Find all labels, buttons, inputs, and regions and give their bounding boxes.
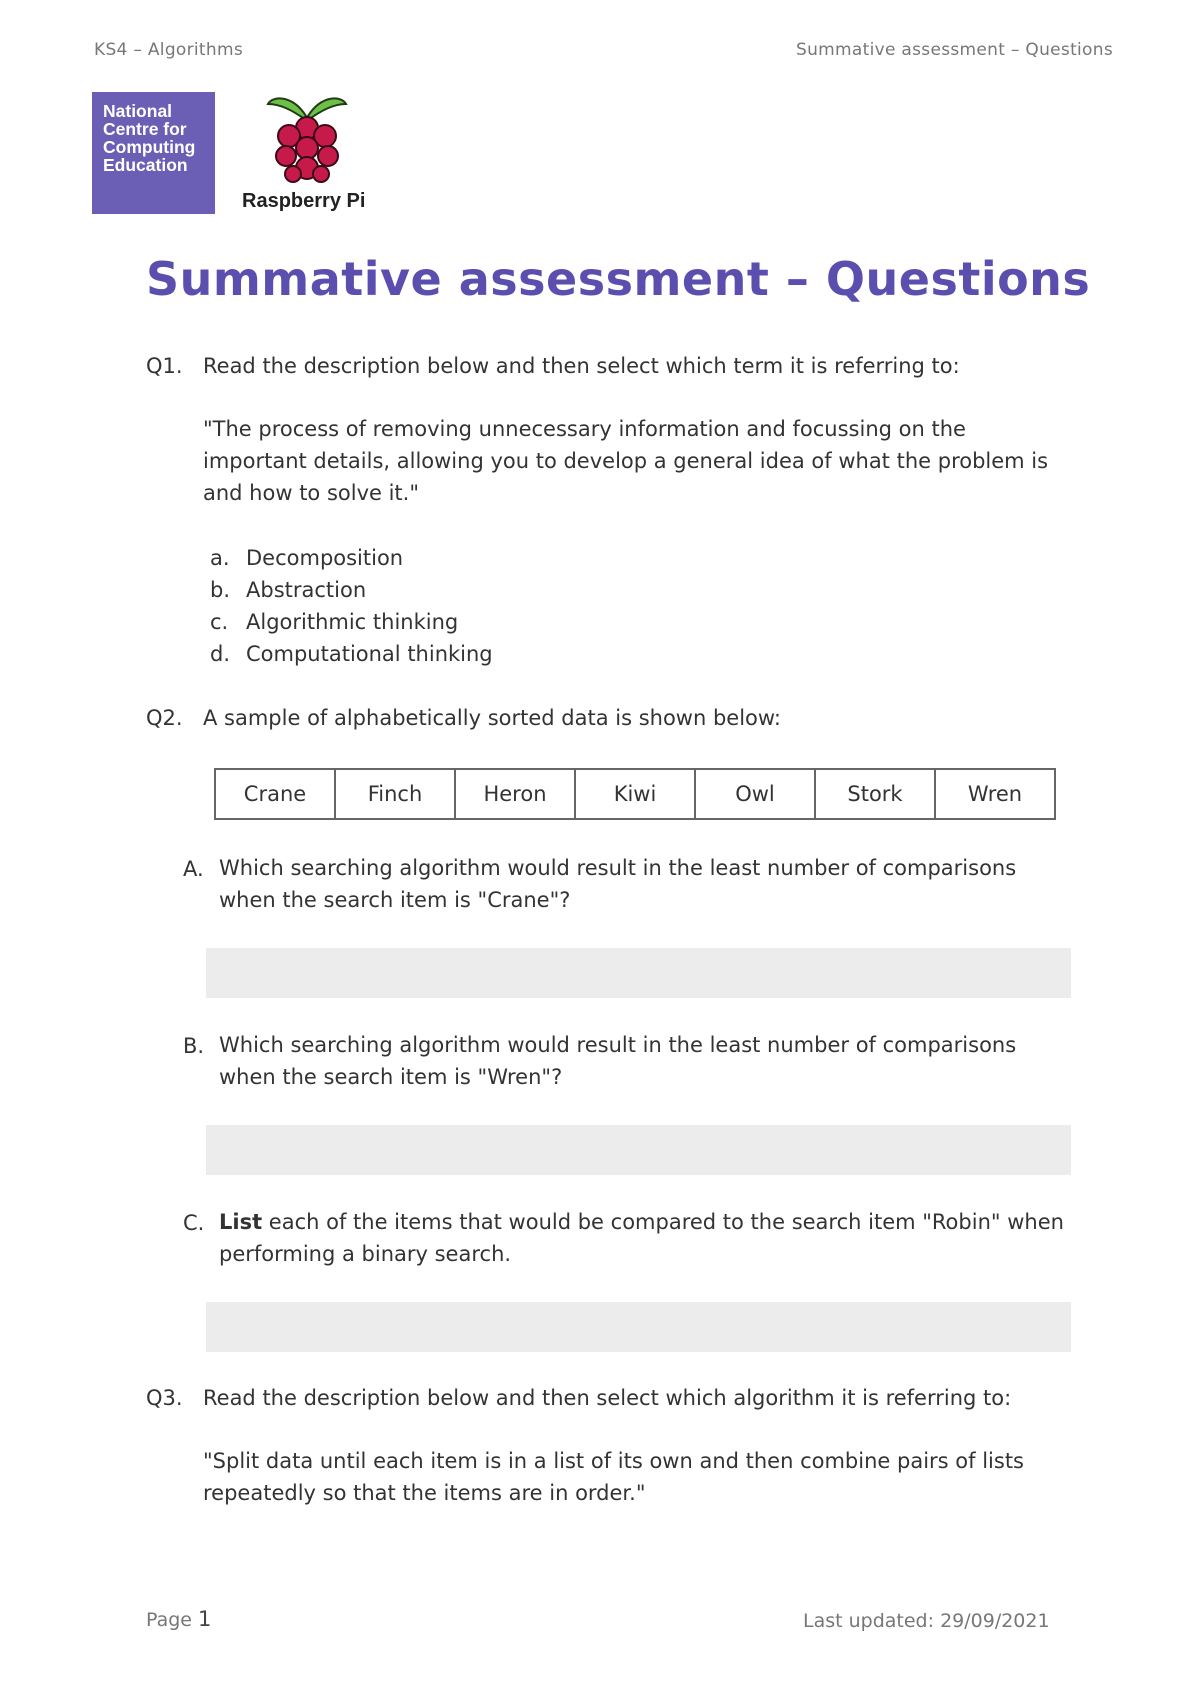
- q1-option-d[interactable]: [210, 638, 493, 670]
- ncce-logo: [92, 92, 215, 214]
- ncce-logo-line: National: [103, 101, 173, 121]
- page-number: 1: [198, 1607, 212, 1631]
- last-updated: Last updated: 29/09/2021: [803, 1610, 1050, 1632]
- option-letter: a.: [210, 546, 230, 570]
- table-cell: Stork: [815, 769, 935, 819]
- q2b-letter: B.: [183, 1034, 205, 1058]
- header-left: KS4 – Algorithms: [94, 40, 243, 60]
- q1-option-a[interactable]: [210, 542, 403, 574]
- q2c-rest: each of the items that would be compared to the search item "Robin" when performing a binary search.: [219, 1210, 1064, 1266]
- page-label: Page: [146, 1609, 192, 1631]
- q2a-letter: A.: [183, 857, 204, 881]
- q1-option-b[interactable]: [210, 574, 366, 606]
- ncce-logo-line: Centre for: [103, 119, 187, 139]
- sorted-data-table: [214, 768, 1056, 820]
- q1-prompt: Read the description below and then select which term it is referring to:: [203, 354, 960, 378]
- q2a-text: Which searching algorithm would result in the least number of comparisons when the search item is "Crane"?: [219, 856, 1017, 912]
- q1-number: Q1.: [146, 354, 183, 378]
- q2a-answer-box[interactable]: [206, 948, 1071, 998]
- header-right: Summative assessment – Questions: [796, 40, 1113, 60]
- option-text: Abstraction: [246, 578, 367, 602]
- option-letter: b.: [210, 578, 231, 602]
- q2c-text: [219, 1206, 1069, 1270]
- q1-option-c[interactable]: [210, 606, 458, 638]
- q2b-answer-box[interactable]: [206, 1125, 1071, 1175]
- ncce-logo-line: Education: [103, 155, 188, 175]
- q2-number: Q2.: [146, 706, 183, 730]
- raspberry-pi-wordmark: Raspberry Pi: [242, 190, 366, 212]
- table-cell: Owl: [695, 769, 815, 819]
- q3-prompt: Read the description below and then select which algorithm it is referring to:: [203, 1386, 1012, 1410]
- q2b-text: Which searching algorithm would result in the least number of comparisons when the search item is "Wren"?: [219, 1033, 1017, 1089]
- q2-prompt: A sample of alphabetically sorted data is shown below:: [203, 706, 782, 730]
- option-letter: d.: [210, 642, 231, 666]
- page-title: Summative assessment – Questions: [146, 252, 1091, 306]
- option-text: Algorithmic thinking: [246, 610, 459, 634]
- table-row: [215, 769, 1055, 819]
- table-cell: Wren: [935, 769, 1055, 819]
- option-text: Computational thinking: [246, 642, 493, 666]
- q2c-answer-box[interactable]: [206, 1302, 1071, 1352]
- ncce-logo-line: Computing: [103, 137, 196, 157]
- q2c-letter: C.: [183, 1211, 205, 1235]
- table-cell: Kiwi: [575, 769, 695, 819]
- q1-quote: "The process of removing unnecessary information and focussing on the important details, allowing you to develop a general idea of what the problem is and how to solve it.": [203, 417, 1049, 505]
- option-letter: c.: [210, 610, 229, 634]
- table-cell: Crane: [215, 769, 335, 819]
- option-text: Decomposition: [246, 546, 404, 570]
- table-cell: Heron: [455, 769, 575, 819]
- table-cell: Finch: [335, 769, 455, 819]
- q3-quote: "Split data until each item is in a list of its own and then combine pairs of lists repeatedly so that the items are in order.": [203, 1449, 1024, 1505]
- q2c-bold-word: List: [219, 1210, 263, 1234]
- footer-page: [146, 1607, 211, 1631]
- q3-number: Q3.: [146, 1386, 183, 1410]
- raspberry-pi-logo-icon: [262, 90, 352, 186]
